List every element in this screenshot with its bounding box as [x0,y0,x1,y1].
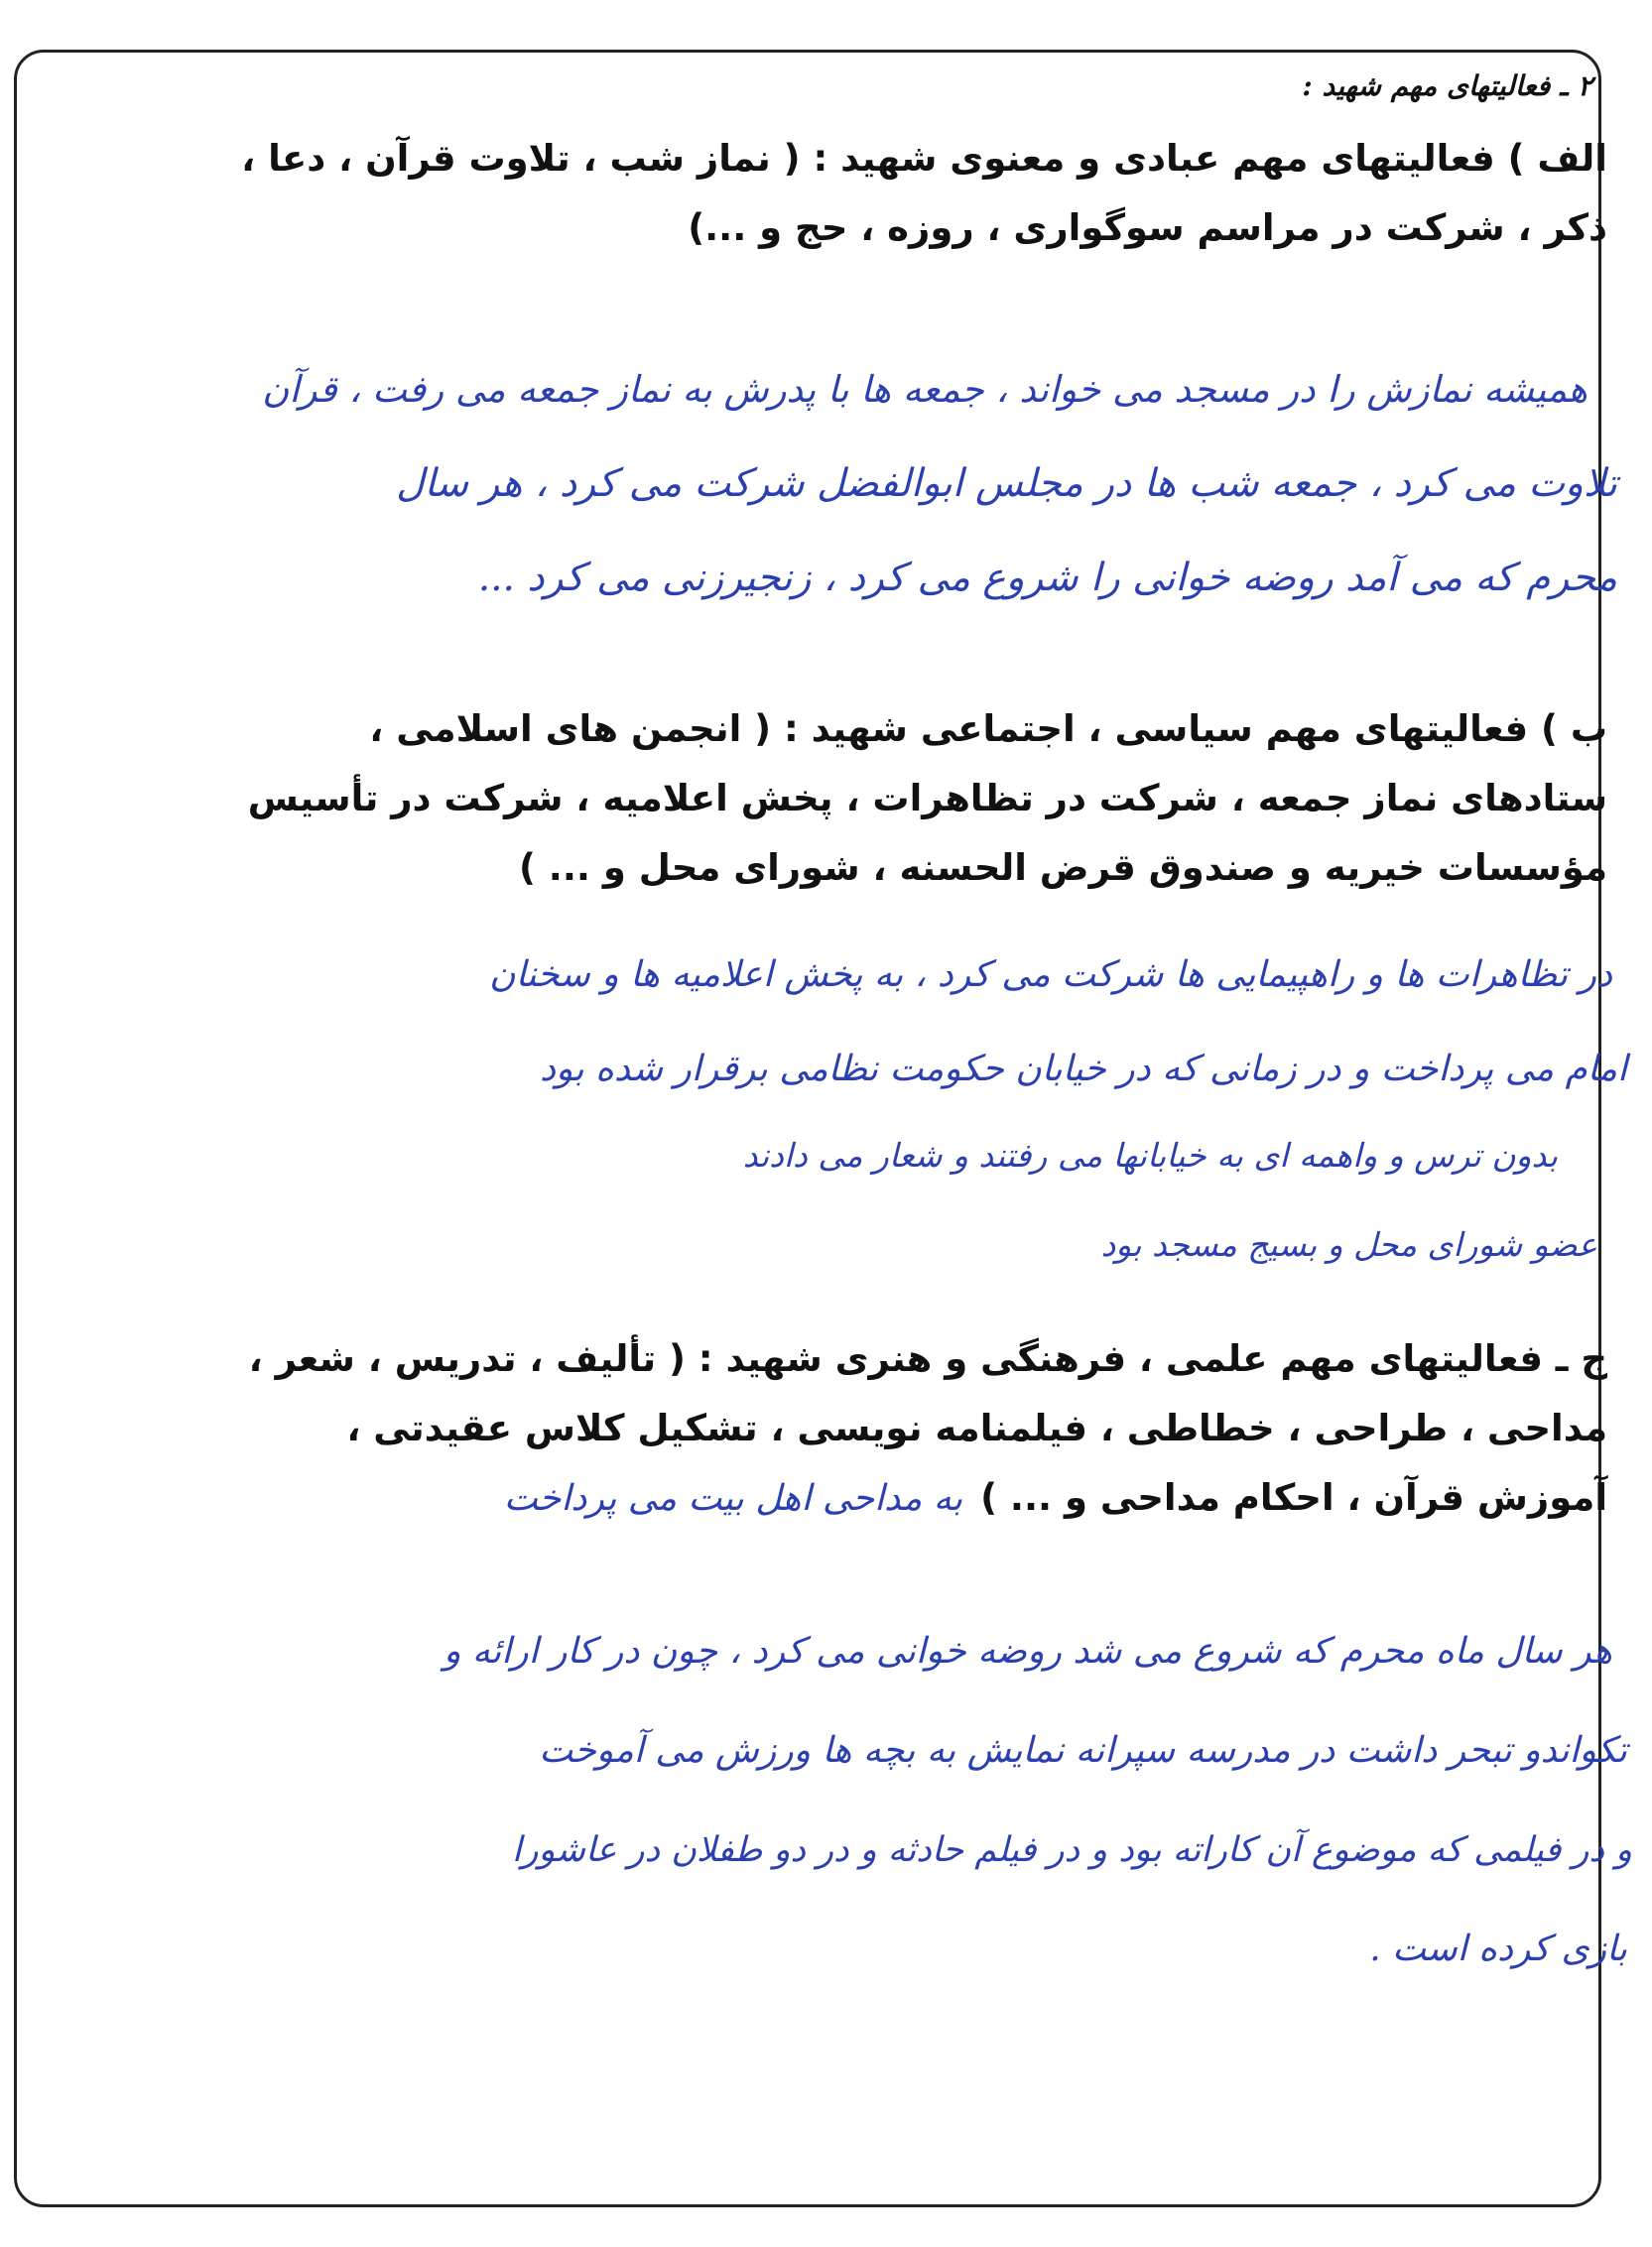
section-b-prompt-line-2: ستادهای نماز جمعه ، شرکت در تظاهرات ، پخش اعلامیه ، شرکت در تأسیس [247,777,1607,819]
section-c-answer-line-1: هر سال ماه محرم که شروع می شد روضه خوانی می کرد ، چون در کار ارائه و [444,1631,1612,1672]
section-a-prompt-line-1: الف ) فعالیتهای مهم عبادی و معنوی شهید : ( نماز شب ، تلاوت قرآن ، دعا ، [241,137,1607,180]
section-c-prompt-line-2: مداحی ، طراحی ، خطاطی ، فیلمنامه نویسی ، تشکیل کلاس عقیدتی ، [346,1407,1607,1449]
section-c-answer-inline: به مداحی اهل بیت می پرداخت [503,1478,963,1519]
section-c-prompt-line-1: ج ـ فعالیتهای مهم علمی ، فرهنگی و هنری شهید : ( تألیف ، تدریس ، شعر ، [248,1337,1607,1380]
section-c-answer-line-2: تکواندو تبحر داشت در مدرسه سپرانه نمایش به بچه ها ورزش می آموخت [539,1730,1627,1771]
section-a-prompt [30,124,1607,263]
section-b-answer-line-2: امام می پرداخت و در زمانی که در خیابان حکومت نظامی برقرار شده بود [539,1049,1627,1089]
section-c-prompt-line-3 [30,1463,1607,1534]
section-a-answer-line-2: تلاوت می کرد ، جمعه شب ها در مجلس ابوالفضل شرکت می کرد ، هر سال [396,461,1617,506]
section-a-prompt-line-2: ذکر ، شرکت در مراسم سوگواری ، روزه ، حج و ...) [688,206,1607,249]
section-b-prompt-line-1: ب ) فعالیتهای مهم سیاسی ، اجتماعی شهید : ( انجمن های اسلامی ، [369,707,1607,750]
section-heading: ۲ ـ فعالیتهای مهم شهید : [1302,69,1592,102]
section-b-answer-line-3: بدون ترس و واهمه ای به خیابانها می رفتند و شعار می دادند [742,1136,1558,1175]
section-b-prompt-line-3: مؤسسات خیریه و صندوق قرض الحسنه ، شورای محل و ... ) [519,846,1607,889]
section-b-prompt [30,694,1607,903]
section-c-answer [30,1602,1632,1999]
section-a-answer-line-3: محرم که می آمد روضه خوانی را شروع می کرد ، زنجیرزنی می کرد ... [477,556,1617,600]
section-c-prompt-line-3-text: آموزش قرآن ، احکام مداحی و ... ) [980,1476,1607,1519]
section-c-answer-line-3: و در فیلمی که موضوع آن کاراته بود و در فیلم حادثه و در دو طفلان در عاشورا [511,1830,1632,1870]
section-a-answer [30,342,1617,625]
section-c-answer-line-4: بازی کرده است . [1369,1929,1627,1969]
section-b-answer-line-4: عضو شورای محل و بسیج مسجد بود [1100,1225,1597,1264]
section-a-answer-line-1: همیشه نمازش را در مسجد می خواند ، جمعه ها با پدرش به نماز جمعه می رفت ، قرآن [262,368,1588,411]
section-b-answer [30,928,1627,1295]
section-b-answer-line-1: در تظاهرات ها و راهپیمایی ها شرکت می کرد ، به پخش اعلامیه ها و سخنان [489,954,1612,995]
section-c-prompt [30,1324,1607,1534]
